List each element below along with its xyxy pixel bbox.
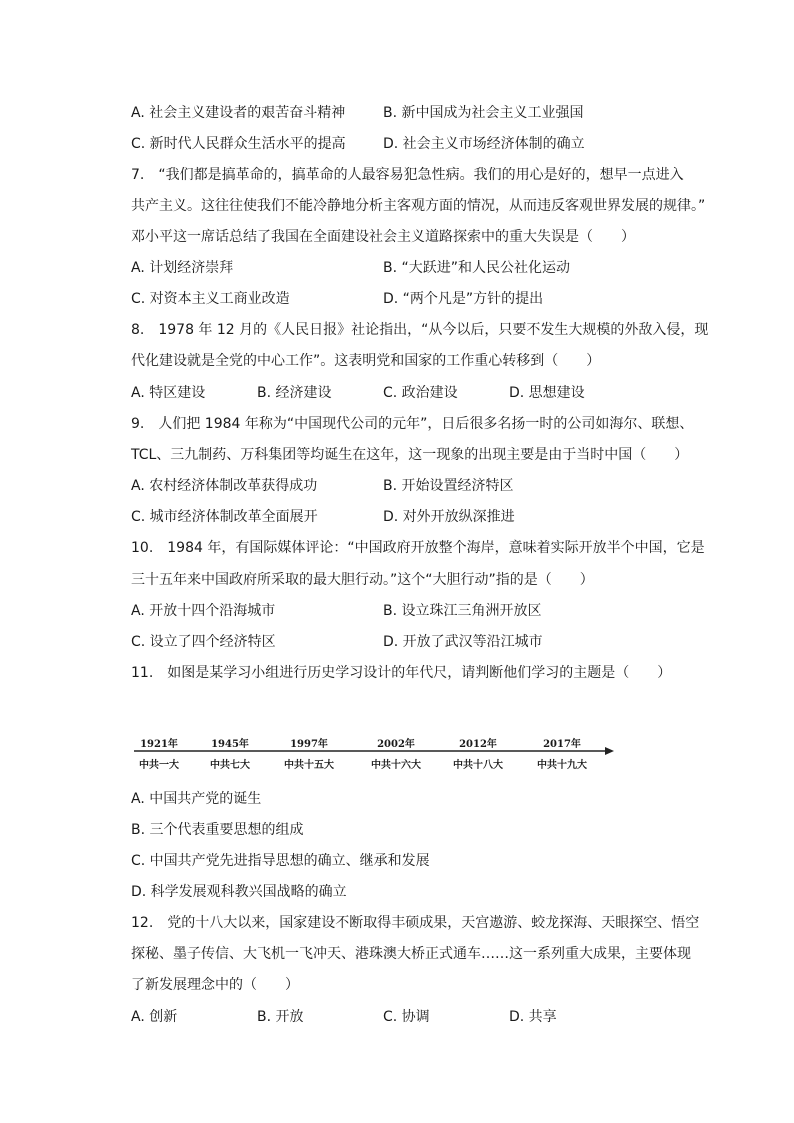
q9-option-a: A. 农村经济体制改革获得成功 xyxy=(131,478,318,494)
q12-option-b: B. 开放 xyxy=(257,1009,304,1025)
timeline-year-5: 2012年 xyxy=(459,739,497,750)
timeline-label-3: 中共十五大 xyxy=(284,760,334,771)
q7-stem-line2: 共产主义。这往往使我们不能冷静地分析主客观方面的情况，从而违反客观世界发展的规律。” xyxy=(131,198,706,214)
q8-stem-line1: 8. 1978 年 12 月的《人民日报》社论指出，“从今以后，只要不发生大规模的外敌入侵，现 xyxy=(131,322,709,338)
q8-stem-line2: 代化建设就是全党的中心工作”。这表明党和国家的工作重心转移到（ ） xyxy=(131,353,601,369)
q12-option-c: C. 协调 xyxy=(383,1009,430,1025)
q11-option-d: D. 科学发展观科教兴国战略的确立 xyxy=(131,884,347,900)
q8-option-d: D. 思想建设 xyxy=(509,385,585,401)
timeline-label-6: 中共十九大 xyxy=(537,760,587,771)
timeline-label-5: 中共十八大 xyxy=(453,760,503,771)
q7-option-a: A. 计划经济崇拜 xyxy=(131,260,234,276)
q7-option-b: B. “大跃进”和人民公社化运动 xyxy=(383,260,571,276)
q12-stem-line1: 12. 党的十八大以来，国家建设不断取得丰硕成果，天宫遨游、蛟龙探海、天眼探空、悟空 xyxy=(131,915,700,931)
timeline-year-1: 1921年 xyxy=(140,739,178,750)
timeline-label-1: 中共一大 xyxy=(139,760,179,771)
q6-option-a: A. 社会主义建设者的艰苦奋斗精神 xyxy=(131,105,346,121)
q7-stem-line1: 7. “我们都是搞革命的，搞革命的人最容易犯急性病。我们的用心是好的，想早一点进入 xyxy=(131,167,684,183)
q9-option-b: B. 开始设置经济特区 xyxy=(383,478,514,494)
q12-option-a: A. 创新 xyxy=(131,1009,178,1025)
q9-stem-line1: 9. 人们把 1984 年称为“中国现代公司的元年”，日后很多名扬一时的公司如海尔、联想、 xyxy=(131,416,694,432)
q11-option-a: A. 中国共产党的诞生 xyxy=(131,791,262,807)
timeline-year-3: 1997年 xyxy=(290,739,328,750)
timeline-label-2: 中共七大 xyxy=(210,760,250,771)
timeline-label-4: 中共十六大 xyxy=(371,760,421,771)
q10-option-d: D. 开放了武汉等沿江城市 xyxy=(383,634,543,650)
q12-option-d: D. 共享 xyxy=(509,1009,557,1025)
q10-stem-line1: 10. 1984 年，有国际媒体评论：“中国政府开放整个海岸，意味着实际开放半个中国，它是 xyxy=(131,540,705,556)
q6-option-b: B. 新中国成为社会主义工业强国 xyxy=(383,105,584,121)
q12-stem-line2: 探秘、墨子传信、大飞机一飞冲天、港珠澳大桥正式通车……这一系列重大成果，主要体现 xyxy=(131,946,691,962)
q6-option-d: D. 社会主义市场经济体制的确立 xyxy=(383,136,585,152)
q8-option-a: A. 特区建设 xyxy=(131,385,206,401)
q11-option-b: B. 三个代表重要思想的组成 xyxy=(131,822,304,838)
q9-option-c: C. 城市经济体制改革全面展开 xyxy=(131,509,318,525)
q7-stem-line3: 邓小平这一席话总结了我国在全面建设社会主义道路探索中的重大失误是（ ） xyxy=(131,229,635,245)
q10-option-a: A. 开放十四个沿海城市 xyxy=(131,603,276,619)
q12-stem-line3: 了新发展理念中的（ ） xyxy=(131,977,299,993)
q11-stem-line1: 11. 如图是某学习小组进行历史学习设计的年代尺，请判断他们学习的主题是（ ） xyxy=(131,665,672,681)
q10-option-b: B. 设立珠江三角洲开放区 xyxy=(383,603,542,619)
q7-option-d: D. “两个凡是”方针的提出 xyxy=(383,291,544,307)
q6-option-c: C. 新时代人民群众生活水平的提高 xyxy=(131,136,346,152)
q9-option-d: D. 对外开放纵深推进 xyxy=(383,509,515,525)
timeline-arrowhead xyxy=(605,747,614,755)
timeline-figure xyxy=(131,735,616,775)
q10-option-c: C. 设立了四个经济特区 xyxy=(131,634,276,650)
timeline-year-2: 1945年 xyxy=(211,739,249,750)
q11-option-c: C. 中国共产党先进指导思想的确立、继承和发展 xyxy=(131,853,430,869)
q8-option-c: C. 政治建设 xyxy=(383,385,458,401)
timeline-year-6: 2017年 xyxy=(543,739,581,750)
timeline-year-4: 2002年 xyxy=(377,739,415,750)
q8-option-b: B. 经济建设 xyxy=(257,385,332,401)
q9-stem-line2: TCL、三九制药、万科集团等均诞生在这年，这一现象的出现主要是由于当时中国（ ） xyxy=(131,447,689,463)
q10-stem-line2: 三十五年来中国政府所采取的最大胆行动。”这个“大胆行动”指的是（ ） xyxy=(131,572,594,588)
q7-option-c: C. 对资本主义工商业改造 xyxy=(131,291,290,307)
